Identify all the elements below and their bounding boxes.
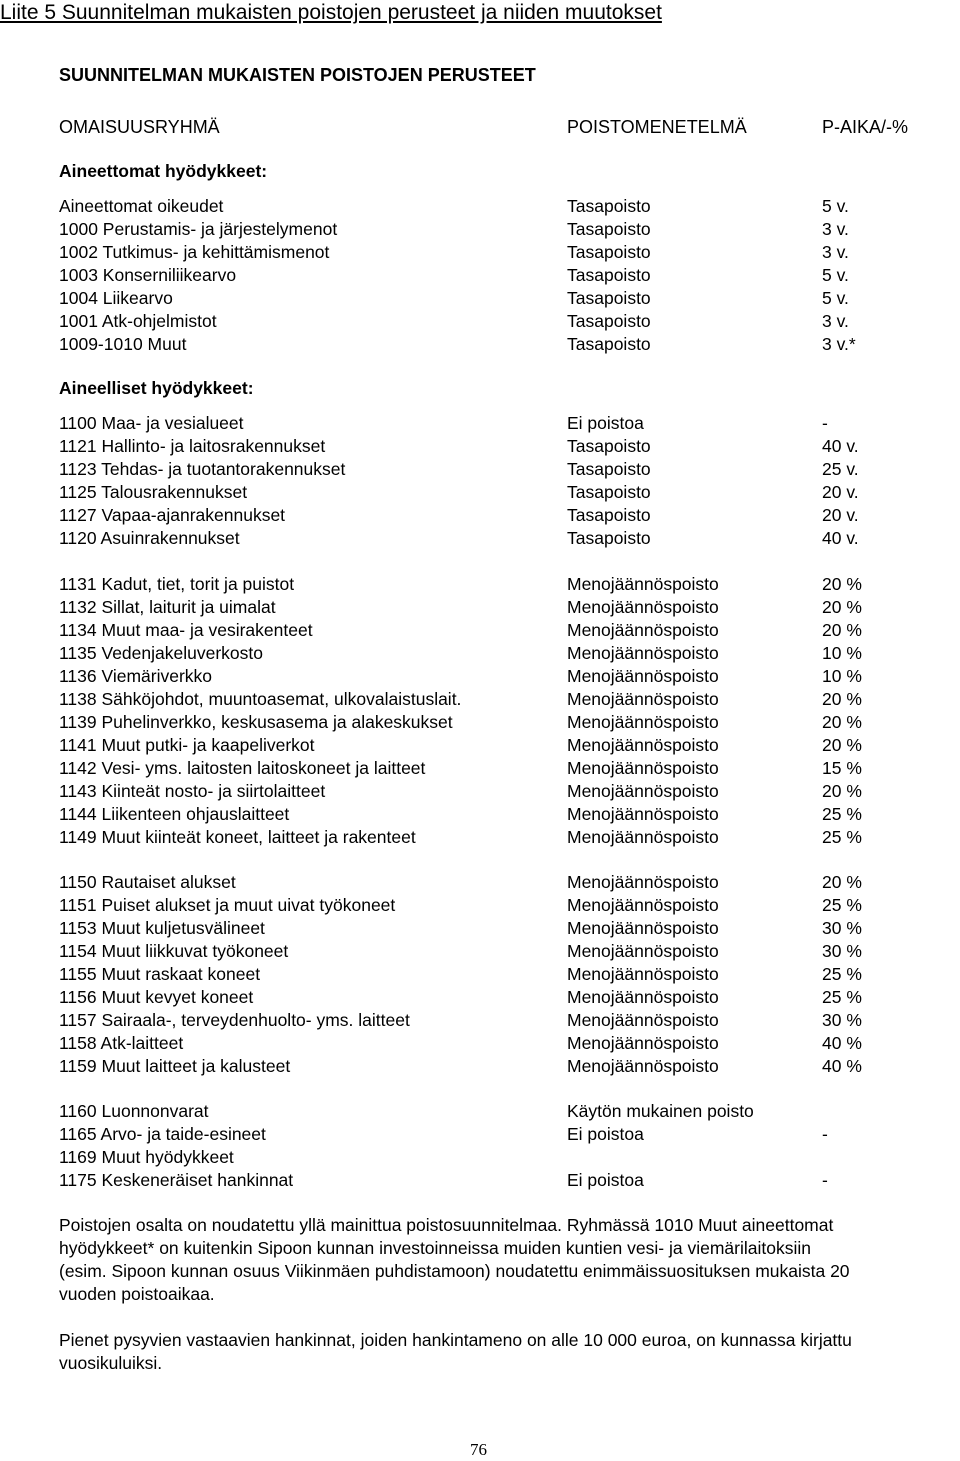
depreciation-period: 3 v.* (822, 334, 856, 354)
asset-group-name: 1131 Kadut, tiet, torit ja puistot (59, 574, 295, 594)
depreciation-method: Menojäännöspoisto (567, 689, 719, 709)
text-line: hyödykkeet* on kuitenkin Sipoon kunnan investoinneissa muiden kuntien vesi- ja viemärilaitoksiin (59, 1238, 811, 1258)
depreciation-method: Tasapoisto (567, 334, 651, 354)
depreciation-method: Tasapoisto (567, 219, 651, 239)
page-title: Liite 5 Suunnitelman mukaisten poistojen perusteet ja niiden muutokset (0, 1, 662, 24)
asset-group-name: 1009-1010 Muut (59, 334, 187, 354)
depreciation-method: Tasapoisto (567, 505, 651, 525)
depreciation-period: 25 % (822, 827, 862, 847)
depreciation-period: - (822, 413, 828, 433)
asset-group-name: 1169 Muut hyödykkeet (59, 1147, 234, 1167)
depreciation-method: Menojäännöspoisto (567, 620, 719, 640)
table-row (59, 1146, 959, 1169)
asset-group-name: 1149 Muut kiinteät koneet, laitteet ja rakenteet (59, 827, 416, 847)
depreciation-period: 20 % (822, 735, 862, 755)
table-row (59, 917, 959, 940)
column-header-method: POISTOMENETELMÄ (567, 117, 747, 137)
depreciation-period: 20 % (822, 712, 862, 732)
asset-group-name: 1151 Puiset alukset ja muut uivat työkoneet (59, 895, 396, 915)
depreciation-period: 20 % (822, 574, 862, 594)
asset-group-name: Aineettomat oikeudet (59, 196, 224, 216)
table-row (59, 573, 959, 596)
depreciation-period: 30 % (822, 1010, 862, 1030)
depreciation-method: Menojäännöspoisto (567, 941, 719, 961)
table-row (59, 1009, 959, 1032)
depreciation-period: 40 % (822, 1056, 862, 1076)
depreciation-method: Ei poistoa (567, 413, 644, 433)
asset-group-name: 1121 Hallinto- ja laitosrakennukset (59, 436, 326, 456)
depreciation-method: Menojäännöspoisto (567, 987, 719, 1007)
table-row (59, 963, 959, 986)
asset-group-name: 1002 Tutkimus- ja kehittämismenot (59, 242, 330, 262)
asset-group-name: 1160 Luonnonvarat (59, 1101, 209, 1121)
depreciation-period: 25 % (822, 895, 862, 915)
depreciation-method: Menojäännöspoisto (567, 804, 719, 824)
depreciation-period: 15 % (822, 758, 862, 778)
depreciation-method: Tasapoisto (567, 242, 651, 262)
depreciation-method: Tasapoisto (567, 459, 651, 479)
section-heading-tangible: Aineelliset hyödykkeet: (59, 378, 254, 398)
tangible-group-infrastructure (59, 573, 959, 849)
depreciation-method: Menojäännöspoisto (567, 781, 719, 801)
depreciation-period: 25 v. (822, 459, 859, 479)
depreciation-period: 10 % (822, 666, 862, 686)
depreciation-period: 20 % (822, 872, 862, 892)
asset-group-name: 1125 Talousrakennukset (59, 482, 248, 502)
depreciation-method: Menojäännöspoisto (567, 964, 719, 984)
text-line: vuoden poistoaikaa. (59, 1284, 215, 1304)
asset-group-name: 1155 Muut raskaat koneet (59, 964, 261, 984)
asset-group-name: 1132 Sillat, laiturit ja uimalat (59, 597, 276, 617)
depreciation-period: 40 v. (822, 528, 859, 548)
asset-group-name: 1143 Kiinteät nosto- ja siirtolaitteet (59, 781, 326, 801)
table-row (59, 665, 959, 688)
table-row (59, 287, 959, 310)
depreciation-method: Tasapoisto (567, 528, 651, 548)
asset-group-name: 1000 Perustamis- ja järjestelymenot (59, 219, 338, 239)
table-row (59, 940, 959, 963)
document-heading: SUUNNITELMAN MUKAISTEN POISTOJEN PERUSTEET (59, 65, 536, 85)
depreciation-method: Ei poistoa (567, 1170, 644, 1190)
asset-group-name: 1004 Liikearvo (59, 288, 173, 308)
depreciation-period: 5 v. (822, 265, 849, 285)
asset-group-name: 1135 Vedenjakeluverkosto (59, 643, 263, 663)
asset-group-name: 1165 Arvo- ja taide-esineet (59, 1124, 266, 1144)
note-paragraph-2 (59, 1329, 959, 1375)
depreciation-period: 30 % (822, 941, 862, 961)
depreciation-method: Menojäännöspoisto (567, 735, 719, 755)
asset-group-name: 1150 Rautaiset alukset (59, 872, 236, 892)
asset-group-name: 1154 Muut liikkuvat työkoneet (59, 941, 289, 961)
depreciation-method: Tasapoisto (567, 482, 651, 502)
note-paragraph-1 (59, 1214, 959, 1306)
asset-group-name: 1123 Tehdas- ja tuotantorakennukset (59, 459, 346, 479)
asset-group-name: 1158 Atk-laitteet (59, 1033, 184, 1053)
table-row (59, 1032, 959, 1055)
table-row (59, 241, 959, 264)
depreciation-period: 20 % (822, 689, 862, 709)
depreciation-period: 3 v. (822, 242, 849, 262)
asset-group-name: 1139 Puhelinverkko, keskusasema ja alakeskukset (59, 712, 453, 732)
table-row (59, 435, 959, 458)
asset-group-name: 1127 Vapaa-ajanrakennukset (59, 505, 286, 525)
asset-group-name: 1144 Liikenteen ohjauslaitteet (59, 804, 290, 824)
table-row (59, 412, 959, 435)
table-row (59, 1169, 959, 1192)
intangible-asset-list (59, 195, 959, 356)
asset-group-name: 1100 Maa- ja vesialueet (59, 413, 244, 433)
depreciation-method: Menojäännöspoisto (567, 712, 719, 732)
depreciation-method: Menojäännöspoisto (567, 666, 719, 686)
table-row (59, 527, 959, 550)
depreciation-period: 40 v. (822, 436, 859, 456)
asset-group-name: 1142 Vesi- yms. laitosten laitoskoneet ja laitteet (59, 758, 426, 778)
table-row (59, 1100, 959, 1123)
depreciation-period: - (822, 1124, 828, 1144)
depreciation-period: 25 % (822, 987, 862, 1007)
depreciation-period: 20 v. (822, 482, 859, 502)
depreciation-period: - (822, 1170, 828, 1190)
table-row (59, 688, 959, 711)
asset-group-name: 1159 Muut laitteet ja kalusteet (59, 1056, 291, 1076)
asset-group-name: 1157 Sairaala-, terveydenhuolto- yms. laitteet (59, 1010, 410, 1030)
asset-group-name: 1156 Muut kevyet koneet (59, 987, 254, 1007)
depreciation-period: 5 v. (822, 196, 849, 216)
depreciation-method: Tasapoisto (567, 265, 651, 285)
asset-group-name: 1141 Muut putki- ja kaapeliverkot (59, 735, 315, 755)
depreciation-method: Menojäännöspoisto (567, 574, 719, 594)
asset-group-name: 1120 Asuinrakennukset (59, 528, 240, 548)
depreciation-method: Tasapoisto (567, 288, 651, 308)
section-heading-intangible: Aineettomat hyödykkeet: (59, 161, 268, 181)
tangible-group-other (59, 1100, 959, 1192)
depreciation-method: Menojäännöspoisto (567, 597, 719, 617)
depreciation-method: Menojäännöspoisto (567, 643, 719, 663)
page-number: 76 (470, 1440, 487, 1459)
table-row (59, 333, 959, 356)
depreciation-period: 20 % (822, 781, 862, 801)
depreciation-period: 20 % (822, 620, 862, 640)
depreciation-method: Menojäännöspoisto (567, 758, 719, 778)
table-row (59, 711, 959, 734)
asset-group-name: 1153 Muut kuljetusvälineet (59, 918, 265, 938)
table-row (59, 458, 959, 481)
table-row (59, 780, 959, 803)
tangible-group-buildings (59, 412, 959, 550)
tangible-group-machinery (59, 871, 959, 1078)
asset-group-name: 1134 Muut maa- ja vesirakenteet (59, 620, 313, 640)
table-row (59, 504, 959, 527)
text-line: Poistojen osalta on noudatettu yllä mainittua poistosuunnitelmaa. Ryhmässä 1010 Muut aineettomat (59, 1215, 834, 1235)
depreciation-period: 20 v. (822, 505, 859, 525)
depreciation-period: 20 % (822, 597, 862, 617)
table-row (59, 264, 959, 287)
table-row (59, 894, 959, 917)
table-row (59, 310, 959, 333)
depreciation-method: Menojäännöspoisto (567, 827, 719, 847)
depreciation-method: Käytön mukainen poisto (567, 1101, 754, 1121)
asset-group-name: 1001 Atk-ohjelmistot (59, 311, 217, 331)
depreciation-method: Tasapoisto (567, 196, 651, 216)
depreciation-period: 5 v. (822, 288, 849, 308)
depreciation-period: 25 % (822, 804, 862, 824)
asset-group-name: 1136 Viemäriverkko (59, 666, 213, 686)
table-row (59, 734, 959, 757)
text-line: vuosikuluiksi. (59, 1353, 163, 1373)
depreciation-period: 40 % (822, 1033, 862, 1053)
depreciation-period: 3 v. (822, 219, 849, 239)
text-line: Pienet pysyvien vastaavien hankinnat, joiden hankintameno on alle 10 000 euroa, on kunnassa kirjattu (59, 1330, 852, 1350)
column-header-group: OMAISUUSRYHMÄ (59, 117, 220, 137)
depreciation-method: Menojäännöspoisto (567, 918, 719, 938)
depreciation-method: Menojäännöspoisto (567, 1010, 719, 1030)
depreciation-period: 25 % (822, 964, 862, 984)
depreciation-method: Tasapoisto (567, 436, 651, 456)
asset-group-name: 1175 Keskeneräiset hankinnat (59, 1170, 294, 1190)
depreciation-method: Tasapoisto (567, 311, 651, 331)
table-row (59, 481, 959, 504)
table-row (59, 803, 959, 826)
depreciation-method: Menojäännöspoisto (567, 1033, 719, 1053)
table-row (59, 986, 959, 1009)
table-row (59, 871, 959, 894)
table-row (59, 195, 959, 218)
asset-group-name: 1138 Sähköjohdot, muuntoasemat, ulkovalaistuslait. (59, 689, 462, 709)
table-row (59, 218, 959, 241)
depreciation-method: Menojäännöspoisto (567, 1056, 719, 1076)
depreciation-method: Menojäännöspoisto (567, 872, 719, 892)
table-row (59, 1055, 959, 1078)
asset-group-name: 1003 Konserniliikearvo (59, 265, 237, 285)
text-line: (esim. Sipoon kunnan osuus Viikinmäen puhdistamoon) noudatettu enimmäissuosituksen mukaista 20 (59, 1261, 850, 1281)
table-row (59, 619, 959, 642)
depreciation-period: 30 % (822, 918, 862, 938)
depreciation-period: 10 % (822, 643, 862, 663)
table-row (59, 757, 959, 780)
table-row (59, 1123, 959, 1146)
depreciation-method: Menojäännöspoisto (567, 895, 719, 915)
depreciation-method: Ei poistoa (567, 1124, 644, 1144)
depreciation-period: 3 v. (822, 311, 849, 331)
table-row (59, 826, 959, 849)
table-row (59, 596, 959, 619)
table-row (59, 642, 959, 665)
column-header-period: P-AIKA/-% (822, 117, 909, 137)
